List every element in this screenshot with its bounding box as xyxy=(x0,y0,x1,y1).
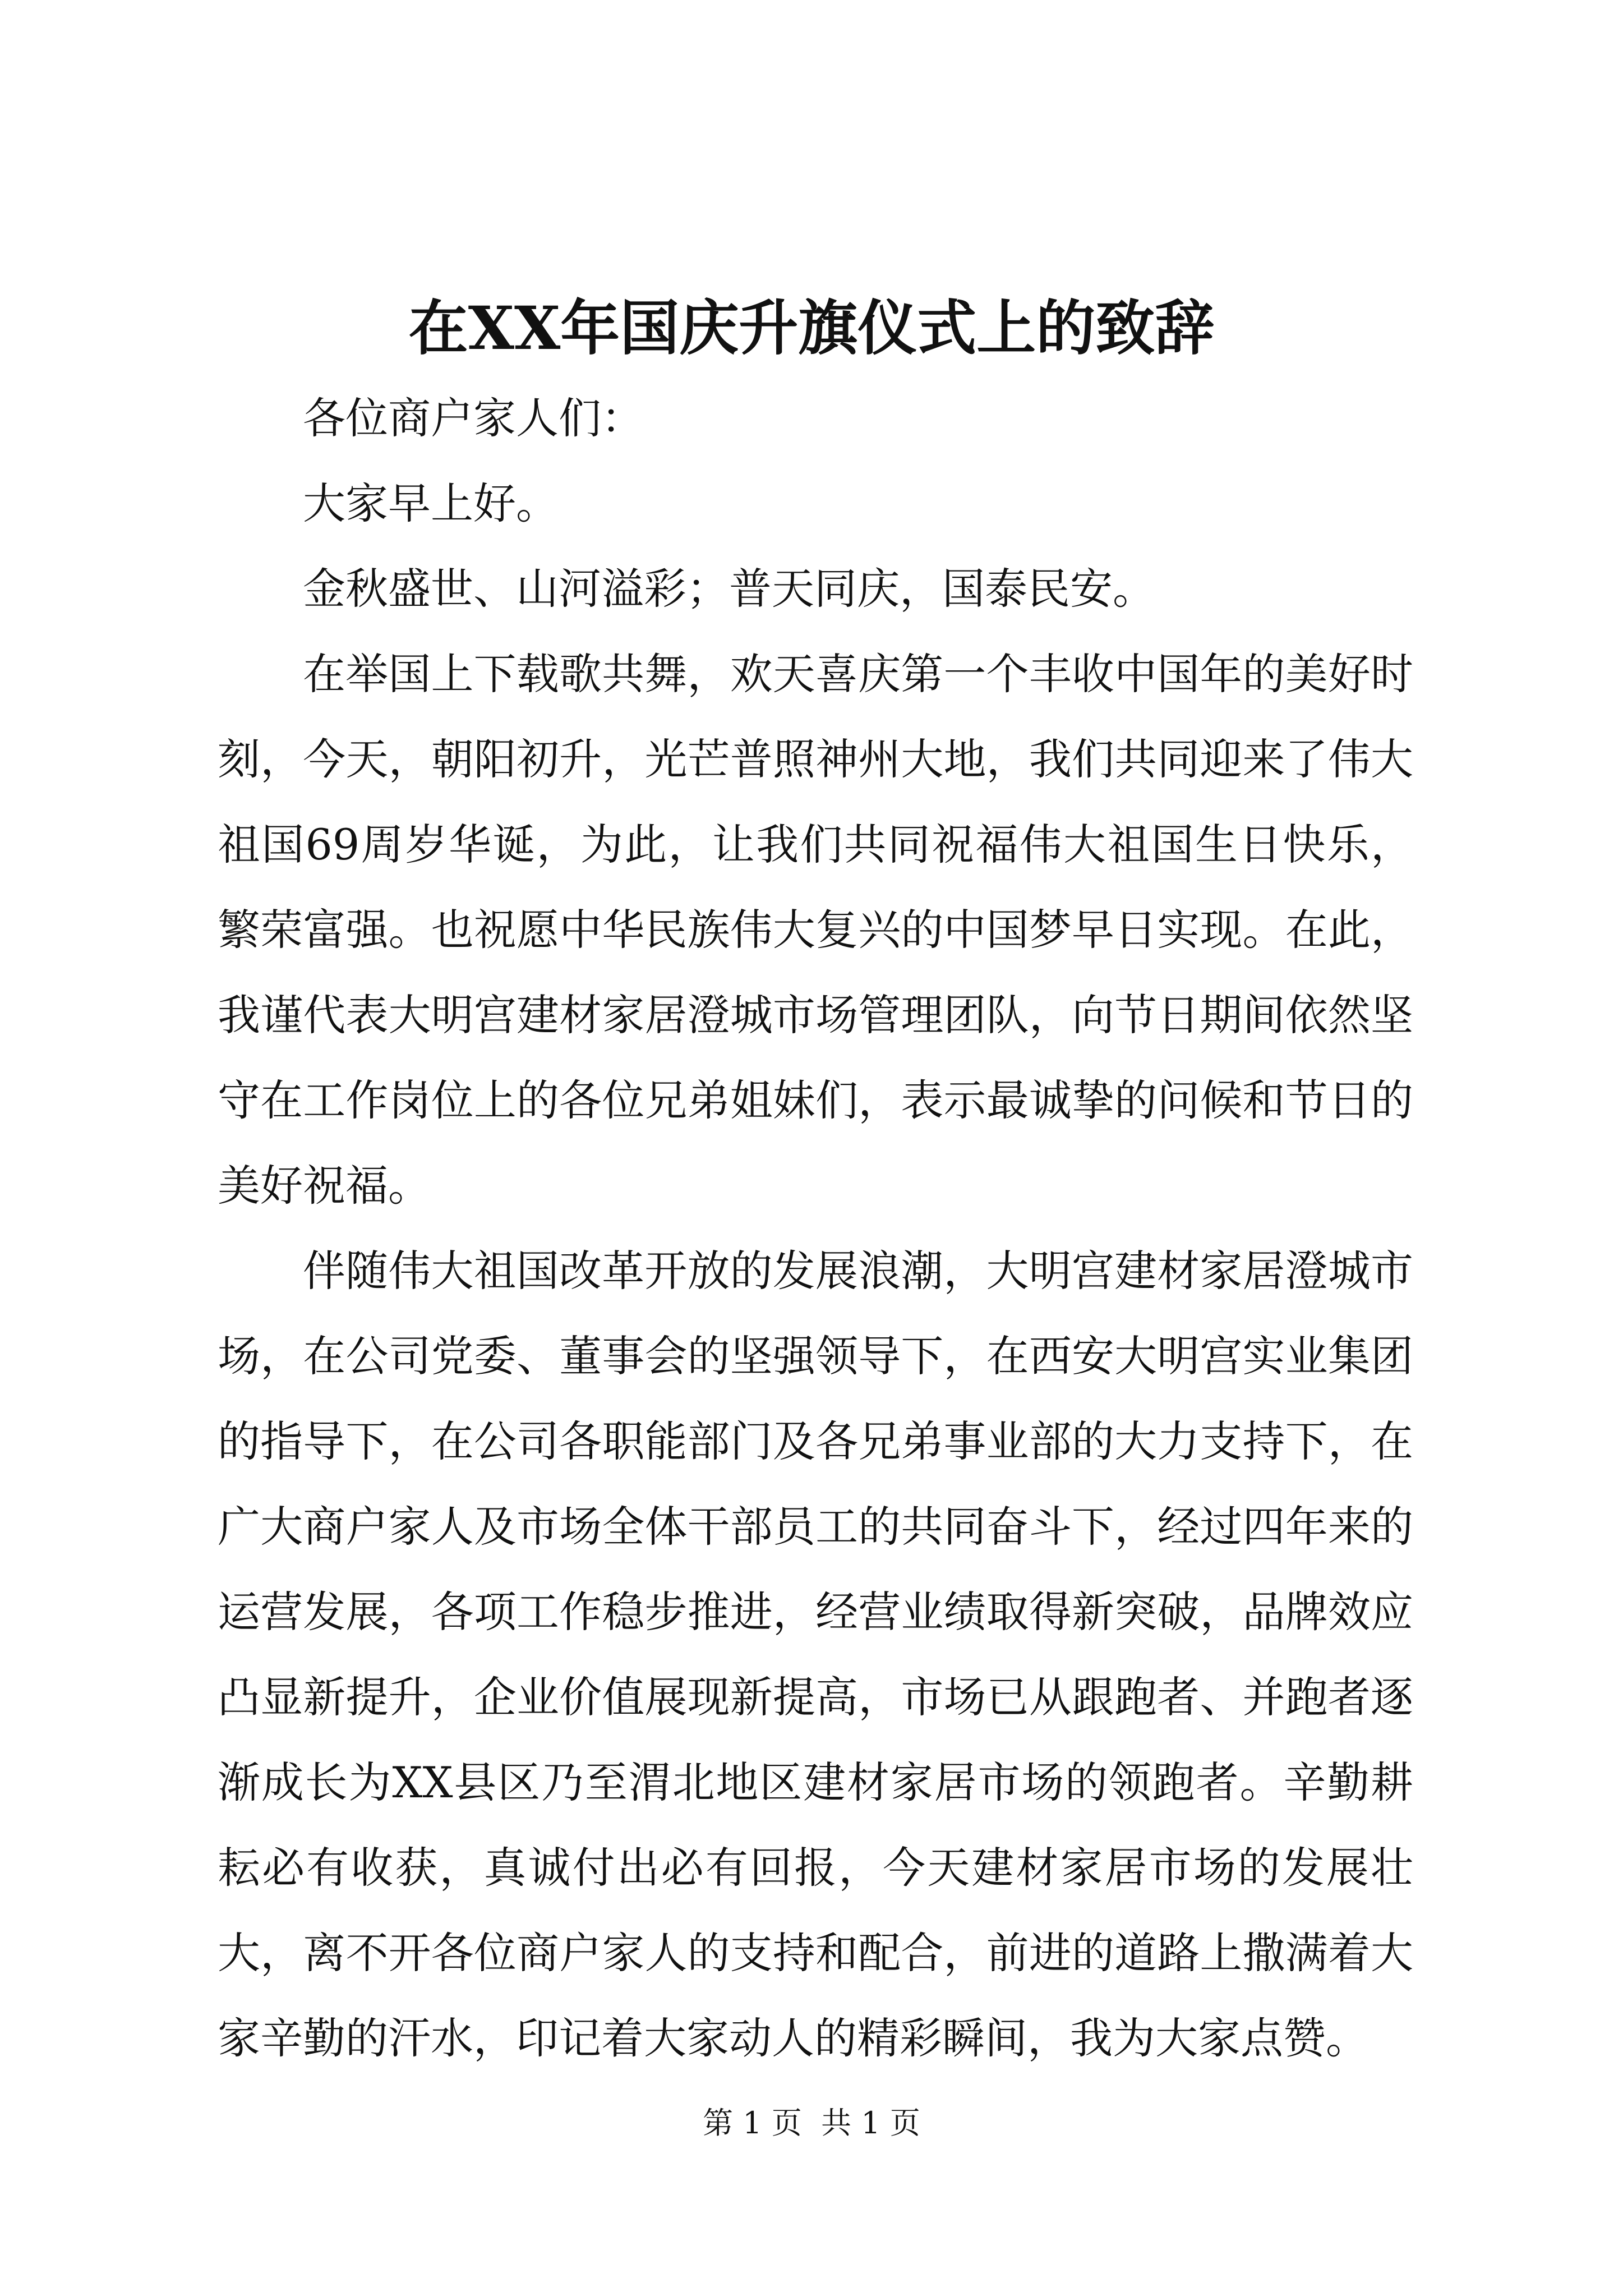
body-paragraph: 在举国上下载歌共舞，欢天喜庆第一个丰收中国年的美好时刻，今天，朝阳初升，光芒普照神州大地，我们共同迎来了伟大祖国69周岁华诞，为此，让我们共同祝福伟大祖国生日快乐，繁荣富强。也祝愿中华民族伟大复兴的中国梦早日实现。在此，我谨代表大明宫建材家居澄城市场管理团队，向节日期间依然坚守在工作岗位上的各位兄弟姐妹们，表示最诚挚的问候和节日的美好祝福。 xyxy=(218,649,1413,1211)
page-footer xyxy=(0,2104,1623,2143)
salutation: 各位商户家人们： xyxy=(303,393,644,443)
opening-line: 金秋盛世、山河溢彩；普天同庆，国泰民安。 xyxy=(303,564,1155,614)
body-paragraph: 伴随伟大祖国改革开放的发展浪潮，大明宫建材家居澄城市场，在公司党委、董事会的坚强领导下，在西安大明宫实业集团的指导下，在公司各职能部门及各兄弟事业部的大力支持下，在广大商户家人及市场全体干部员工的共同奋斗下，经过四年来的运营发展，各项工作稳步推进，经营业绩取得新突破，品牌效应凸显新提升，企业价值展现新提高，市场已从跟跑者、并跑者逐渐成长为XX县区乃至渭北地区建材家居市场的领跑者。辛勤耕耘必有收获，真诚付出必有回报，今天建材家居市场的发展壮大，离不开各位商户家人的支持和配合，前进的道路上撒满着大家辛勤的汗水，印记着大家动人的精彩瞬间，我为大家点赞。 xyxy=(218,1246,1413,2063)
page-number: 第 1 页 共 1 页 xyxy=(703,2105,920,2141)
document-body xyxy=(218,376,1413,2081)
greeting: 大家早上好。 xyxy=(303,478,559,528)
document-title: 在XX年国庆升旗仪式上的致辞 xyxy=(408,293,1215,363)
